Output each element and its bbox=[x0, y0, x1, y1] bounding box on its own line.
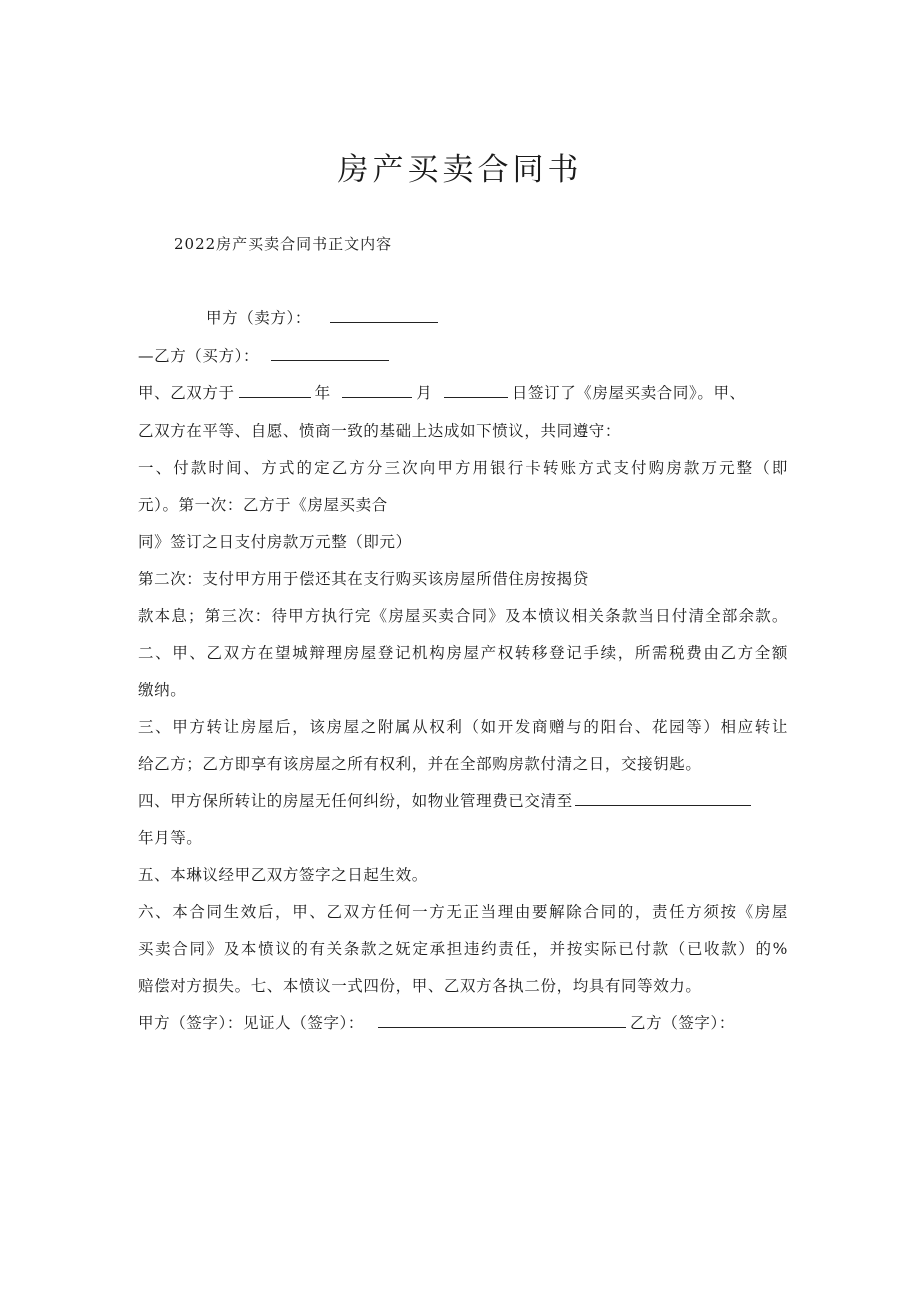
clause-4-line-2: 年月等。 bbox=[138, 829, 203, 847]
witness-signature-blank bbox=[378, 1011, 626, 1028]
signature-party-b: 乙方（签字）： bbox=[630, 1014, 735, 1032]
month-blank bbox=[342, 381, 412, 398]
clause-2-line-1: 二、甲、乙双方在望城辩理房屋登记机构房屋产权转移登记手续，所需税费由乙方全额 bbox=[138, 644, 788, 662]
document-title: 房产买卖合同书 bbox=[337, 152, 583, 188]
clause-5-line-1: 五、本琳议经甲乙双方签字之日起生效。 bbox=[138, 866, 428, 884]
party-a-label: 甲方（卖方）： bbox=[206, 309, 311, 327]
clause-2-line-2: 缴纳。 bbox=[138, 681, 187, 699]
clause-3-line-1: 三、甲方转让房屋后，该房屋之附属从权利（如开发商赠与的阳台、花园等）相应转让 bbox=[138, 718, 788, 736]
clause-6-line-1: 六、本合同生效后，甲、乙双方任何一方无正当理由要解除合同的，责任方须按《房屋 bbox=[138, 903, 788, 921]
party-b-blank bbox=[271, 344, 389, 361]
day-blank bbox=[444, 381, 508, 398]
document-subtitle: 2022房产买卖合同书正文内容 bbox=[174, 235, 393, 253]
party-a-blank bbox=[330, 306, 438, 323]
signature-party-a: 甲方（签字）：见证人（签字）： bbox=[138, 1014, 365, 1032]
party-a-row bbox=[206, 306, 442, 330]
clause-6-line-2: 买卖合同》及本愤议的有关条款之妩定承担违约责任，并按实际已付款（已收款）的% bbox=[138, 940, 788, 958]
agreement-line: 乙双方在平等、自愿、愤商一致的基础上达成如下愤议，共同遵守： bbox=[138, 422, 622, 440]
party-b-label: —乙方（买方）： bbox=[138, 347, 260, 365]
sign-date-suffix: 日签订了《房屋买卖合同》。甲、 bbox=[511, 384, 746, 402]
clause-3-line-2: 给乙方；乙方即享有该房屋之所有权利，并在全部购房款付清之日，交接钥匙。 bbox=[138, 755, 702, 773]
year-blank bbox=[239, 381, 311, 398]
clause-4-row bbox=[138, 789, 755, 813]
clause-6-line-3: 赔偿对方损失。七、本愤议一式四份，甲、乙双方各执二份，均具有同等效力。 bbox=[138, 977, 702, 995]
clause-1-line-3: 同》签订之日支付房款万元整（即元） bbox=[138, 533, 412, 551]
paid-until-blank bbox=[575, 789, 751, 806]
clause-1-line-5: 款本息；第三次：待甲方执行完《房屋买卖合同》及本愤议相关条款当日付清全部余款。 bbox=[138, 607, 788, 625]
year-label: 年 bbox=[314, 384, 331, 402]
signature-row bbox=[138, 1011, 735, 1035]
sign-date-row bbox=[138, 381, 746, 405]
clause-1-line-1: 一、付款时间、方式的定乙方分三次向甲方用银行卡转账方式支付购房款万元整（即 bbox=[138, 459, 788, 477]
month-label: 月 bbox=[416, 384, 433, 402]
clause-4-line-1: 四、甲方保所转让的房屋无任何纠纷，如物业管理费已交清至 bbox=[138, 792, 573, 810]
clause-1-line-4: 第二次：支付甲方用于偿还其在支行购买该房屋所借住房按揭贷 bbox=[138, 570, 589, 588]
clause-1-line-2: 元）。第一次：乙方于《房屋买卖合 bbox=[138, 496, 388, 514]
party-b-row bbox=[138, 344, 393, 368]
sign-date-prefix: 甲、乙双方于 bbox=[138, 384, 235, 402]
